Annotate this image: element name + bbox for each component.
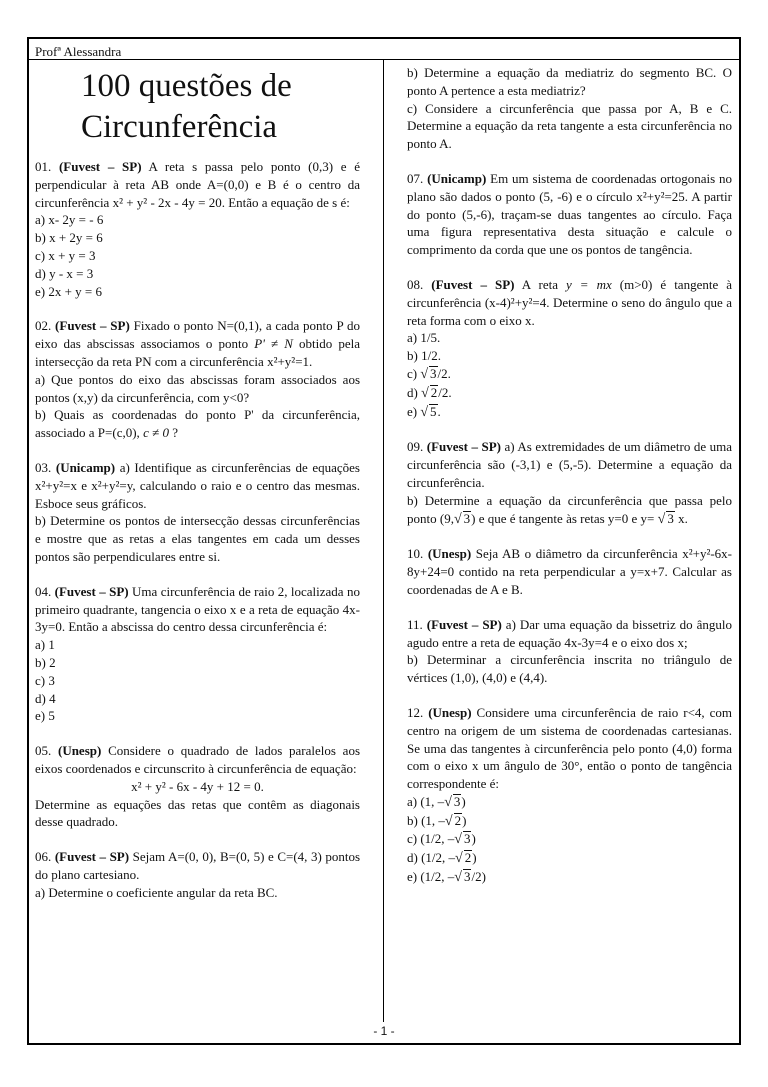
- option: a) 1/5.: [407, 330, 441, 346]
- sqrt-icon: √: [421, 385, 429, 401]
- right-column: [407, 64, 732, 904]
- question-10: 10. (Unesp) Seja AB o diâmetro da circunferência x²+y²-6x-8y+24=0 contido na reta perpendicular a y=x+7. Calcular as coordenadas de A e B.: [407, 546, 732, 597]
- question-11: 11. (Fuvest – SP) a) Dar uma equação da bissetriz do ângulo agudo entre a reta de equação 4x-3y=4 e o eixo dos x; b) Determinar a circunferência inscrita no triângulo de vértices (1,0), (4,0) e (4,4).: [407, 616, 733, 686]
- left-column: [35, 64, 360, 918]
- option: a) x- 2y = - 6: [35, 212, 104, 228]
- option: b) x + 2y = 6: [35, 230, 103, 246]
- option: d) (1/2, –√ 2): [407, 850, 477, 867]
- option: c) x + y = 3: [35, 247, 96, 263]
- option: e) √ 5.: [407, 403, 441, 420]
- question-12: 12. (Unesp) Considere uma circunferência de raio r<4, com centro na origem de um sistema de coordenadas cartesianas. Se uma das tangentes à circunferência pelo ponto (4,0) forma com o eixo x um ângulo de 30°, então o ponto de tangência correspondente é: a) (1, –√ 3) b) (1, –√ 2) c) (1/2, –√ 3) d) (1/2, –√ 2) e) (1/2, –√ 3/2): [407, 704, 733, 886]
- sqrt-icon: √: [657, 511, 666, 527]
- option: d) 4: [35, 690, 56, 706]
- header-divider: [29, 59, 739, 60]
- question-02: 02. (Fuvest – SP) Fixado o ponto N=(0,1), a cada ponto P do eixo das abscissas associamos o ponto P' ≠ N obtido pela intersecção da reta PN com a circunferência x²+y²=1. a) Que pontos do eixo das abscissas foram associados aos pontos (x,y) da circunferência, com y<0? b) Quais as coordenadas do ponto P' da circunferência, associado a P=(c,0), c ≠ 0 ?: [35, 318, 360, 441]
- header-teacher: Profª Alessandra: [35, 44, 122, 59]
- option: b) 2: [35, 654, 56, 670]
- sqrt-icon: √: [454, 870, 462, 886]
- sqrt-icon: √: [420, 366, 429, 382]
- question-06: 06. (Fuvest – SP) Sejam A=(0, 0), B=(0, 5) e C=(4, 3) pontos do plano cartesiano. a) Determine o coeficiente angular da reta BC.: [35, 849, 361, 900]
- page-title: [35, 66, 360, 148]
- option: e) 5: [35, 708, 55, 724]
- option: a) 1: [35, 637, 55, 653]
- page-title-line1: 100 questões de: [81, 68, 292, 104]
- sqrt-icon: √: [444, 813, 453, 829]
- sqrt-icon: √: [455, 851, 463, 867]
- page-number: - 1 -: [373, 1024, 395, 1038]
- question-08: 08. (Fuvest – SP) A reta y = mx (m>0) é tangente à circunferência (x-4)²+y²=4. Determine o seno do ângulo que a reta forma com o eixo x. a) 1/5. b) 1/2. c) √ 3/2. d) √ 2/2. e) √ 5.: [407, 276, 733, 420]
- option: b) 1/2.: [407, 348, 441, 364]
- sqrt-icon: √: [453, 511, 462, 527]
- option: b) (1, –√ 2): [407, 812, 467, 829]
- column-divider: [383, 60, 384, 1022]
- question-09: 09. (Fuvest – SP) a) As extremidades de um diâmetro de uma circunferência são (-3,1) e (5,-5). Determine a equação da circunferência. b) Determine a equação da circunferência que passa pelo ponto (9,√ 3) e que é tangente às retas y=0 e y= √ 3 x.: [407, 439, 733, 527]
- question-04: 04. (Fuvest – SP) Uma circunferência de raio 2, localizada no primeiro quadrante, tangencia o eixo x e a reta de equação 4x-3y=0. Então a abscissa do centro dessa circunferência é: a) 1 b) 2 c) 3 d) 4 e) 5: [35, 583, 360, 724]
- option: d) y - x = 3: [35, 265, 94, 281]
- question-05: 05. (Unesp) Considere o quadrado de lados paralelos aos eixos coordenados e circunscrito à circunferência de equação: x² + y² - 6x - 4y + 12 = 0. Determine as equações das retas que contêm as diagonais desse quadrado.: [35, 743, 360, 830]
- page-title-line2: Circunferência: [81, 109, 278, 145]
- sqrt-icon: √: [444, 794, 452, 810]
- sqrt-icon: √: [420, 404, 429, 420]
- option: c) 3: [35, 672, 55, 688]
- option: e) 2x + y = 6: [35, 283, 103, 299]
- equation: x² + y² - 6x - 4y + 12 = 0.: [131, 778, 264, 794]
- question-06-continued: b) Determine a equação da mediatriz do segmento BC. O ponto A pertence a esta mediatriz? c) Considere a circunferência que passa por A, B e C. Determine a equação da reta tangente a esta circunferência no ponto A.: [407, 65, 732, 152]
- question-01: 01. (Fuvest – SP) A reta s passa pelo ponto (0,3) e é perpendicular à reta AB onde A=(0,0) e B é o centro da circunferência x² + y² - 2x - 4y = 20. Então a equação de s é: a) x- 2y = - 6 b) x + 2y = 6 c) x + y = 3 d) y - x = 3 e) 2x + y = 6: [35, 159, 361, 299]
- question-03: 03. (Unicamp) a) Identifique as circunferências de equações x²+y²=x e x²+y²=y, calculando o raio e o centro das mesmas. Esboce seus gráficos. b) Determine os pontos de intersecção dessas circunferências e mostre que as retas a elas tangentes em cada um desses pontos são perpendiculares entre si.: [35, 459, 360, 564]
- option: a) (1, –√ 3): [407, 793, 466, 810]
- question-07: 07. (Unicamp) Em um sistema de coordenadas ortogonais no plano são dados o ponto (5, -6) e o círculo x²+y²=25. A partir do ponto (5,-6), traçam-se duas tangentes ao círculo. Faça uma figura representativa desta situação e calcule o comprimento da corda que une os pontos de tangência.: [407, 170, 732, 258]
- option: c) √ 3/2.: [407, 365, 451, 382]
- option: c) (1/2, –√ 3): [407, 831, 476, 848]
- option: d) √ 2/2.: [407, 384, 452, 401]
- sqrt-icon: √: [454, 832, 462, 848]
- option: e) (1/2, –√ 3/2): [407, 869, 486, 886]
